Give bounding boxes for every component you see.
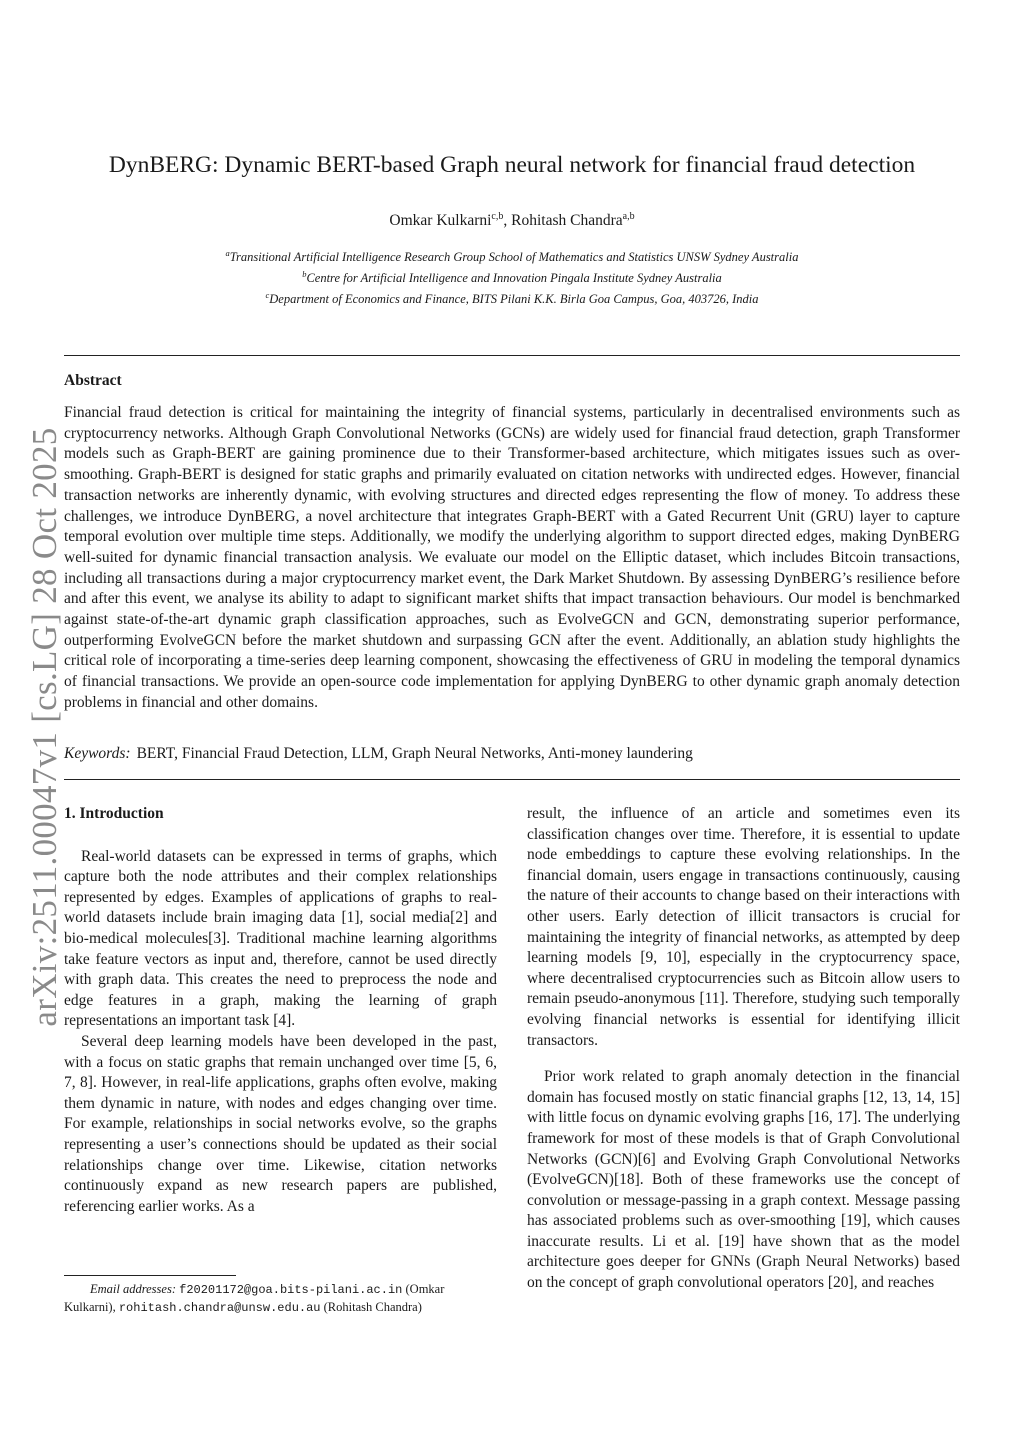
affiliation-marker: c bbox=[265, 290, 270, 301]
footnote-author: (Rohitash Chandra) bbox=[323, 1300, 422, 1314]
affiliation bbox=[60, 266, 964, 287]
author-separator: , bbox=[503, 212, 512, 230]
paragraph: Several deep learning models have been developed in the past, with a focus on static graphs that remain unchanged over time [5, 6, 7, 8]. However, in real-life applications, graphs often evolve, making them dynamic in nature, with nodes and edges changing over time. For example, relationships in social networks evolve, so the graphs representing a user’s connections should be updated as their social relationships change over time. Likewise, citation networks continuously expand as new research papers are published, referencing earlier works. As a bbox=[64, 1032, 497, 1215]
keywords-label: Keywords: bbox=[64, 745, 131, 762]
footnote-email-addresses bbox=[64, 1281, 497, 1317]
abstract-heading: Abstract bbox=[64, 372, 122, 389]
affiliation bbox=[60, 245, 964, 266]
author-name: Rohitash Chandra bbox=[511, 212, 623, 230]
abstract-body: Financial fraud detection is critical for maintaining the integrity of financial systems, particularly in decentralised environments such as cryptocurrency networks. Although Graph Convolutional Networks (GCNs) are widely used for financial fraud detection, graph Transformer models such as Graph-BERT are gaining prominence due to their Transformer-based architecture, which mitigates issues such as over-smoothing. Graph-BERT is designed for static graphs and primarily evaluated on citation networks with undirected edges. However, financial transaction networks are inherently dynamic, with evolving structures and directed edges representing the flow of money. To address these challenges, we introduce DynBERG, a novel architecture that integrates Graph-BERT with a Gated Recurrent Unit (GRU) layer to capture temporal evolution over multiple time steps. Additionally, we modify the underlying algorithm to support directed edges, making DynBERG well-suited for dynamic financial transaction analysis. We evaluate our model on the Elliptic dataset, which includes Bitcoin transactions, including all transactions during a major cryptocurrency market event, the Dark Market Shutdown. By assessing DynBERG’s resilience before and after this event, we analyse its ability to adapt to significant market shifts that impact transaction behaviours. Our model is benchmarked against state-of-the-art dynamic graph classification approaches, such as EvolveGCN and GCN, demonstrating superior performance, outperforming EvolveGCN before the market shutdown and surpassing GCN after the event. Additionally, an ablation study highlights the critical role of incorporating a time-series deep learning component, showcasing the effectiveness of GRU in modeling the temporal dynamics of financial transactions. We provide an open-source code implementation for applying DynBERG to other dynamic graph anomaly detection problems in financial and other domains. bbox=[64, 404, 960, 711]
paragraph-continuation: result, the influence of an article and sometimes even its classification changes over time. Therefore, it is essential to update node embeddings to capture these evolving relationships. In the financial domain, users engage in transactions continuously, causing the nature of their accounts to change based on their interactions with other users. Early detection of illicit transactors is crucial for maintaining the integrity of financial networks, as attempted by deep learning models [9, 10], especially in the cryptocurrency space, where decentralised cryptocurrencies such as Bitcoin allow users to remain pseudo-anonymous [11]. Therefore, studying such temporally evolving financial networks is essential for identifying illicit transactors. bbox=[527, 805, 960, 1049]
right-column bbox=[527, 804, 960, 1294]
paragraph-gap bbox=[527, 1051, 960, 1067]
top-divider bbox=[64, 355, 960, 356]
author-name: Omkar Kulkarni bbox=[389, 212, 492, 230]
section-heading-introduction: 1. Introduction bbox=[64, 805, 164, 822]
affiliation-marker: b bbox=[302, 269, 307, 280]
affiliation bbox=[60, 287, 964, 308]
affiliation-text: Transitional Artificial Intelligence Research Group School of Mathematics and Statistics UNSW Sydney Australia bbox=[229, 250, 799, 265]
email-link[interactable]: rohitash.chandra@unsw.edu.au bbox=[118, 1301, 321, 1315]
paragraph: Prior work related to graph anomaly detection in the financial domain has focused mostly on static financial graphs [12, 13, 14, 15] with little focus on dynamic evolving graphs [16, 17]. The underlying framework for most of these models is that of Graph Convolutional Networks (GCN)[6] and Evolving Graph Convolutional Networks (EvolveGCN)[18]. Both of these frameworks use the concept of convolution or message-passing in a graph context. Message passing has associated problems such as over-smoothing [19], which causes inaccurate results. Li et al. [19] have shown that as the model architecture goes deeper for GNNs (Graph Neural Networks) based on the concept of graph convolutional operators [20], and reaches bbox=[527, 1068, 960, 1292]
affiliation-list bbox=[60, 245, 964, 308]
author-affiliation-marker: a,b bbox=[622, 211, 635, 222]
abstract-bottom-divider bbox=[64, 779, 960, 780]
footnote-label: Email addresses: bbox=[90, 1282, 176, 1296]
paper-title: DynBERG: Dynamic BERT-based Graph neural network for financial fraud detection bbox=[108, 152, 916, 178]
footnote-author: (Omkar Kulkarni), bbox=[64, 1282, 445, 1314]
arxiv-identifier-stamp[interactable]: arXiv:2511.00047v1 [cs.LG] 28 Oct 2025 bbox=[25, 427, 64, 1027]
author-affiliation-marker: c,b bbox=[491, 211, 504, 222]
keywords-text: BERT, Financial Fraud Detection, LLM, Graph Neural Networks, Anti-money laundering bbox=[136, 745, 693, 762]
affiliation-text: Department of Economics and Finance, BITS Pilani K.K. Birla Goa Campus, Goa, 403726, India bbox=[269, 292, 759, 307]
left-column bbox=[64, 804, 497, 1217]
keywords-line bbox=[64, 744, 960, 764]
paragraph: Real-world datasets can be expressed in terms of graphs, which capture both the node attributes and their complex relationships represented by edges. Examples of applications of graphs to real-world datasets include brain imaging data [1], social media[2] and bio-medical molecules[3]. Traditional machine learning algorithms take feature vectors as input and, therefore, cannot be used directly with graph data. This creates the need to preprocess the node and edge features in a graph, making the learning of graph representations an important task [4]. bbox=[64, 847, 497, 1030]
footnote-divider bbox=[64, 1275, 236, 1276]
affiliation-marker: a bbox=[225, 248, 230, 258]
affiliation-text: Centre for Artificial Intelligence and Innovation Pingala Institute Sydney Australia bbox=[306, 271, 722, 286]
email-link[interactable]: f20201172@goa.bits-pilani.ac.in bbox=[179, 1283, 403, 1297]
author-list bbox=[60, 207, 964, 231]
